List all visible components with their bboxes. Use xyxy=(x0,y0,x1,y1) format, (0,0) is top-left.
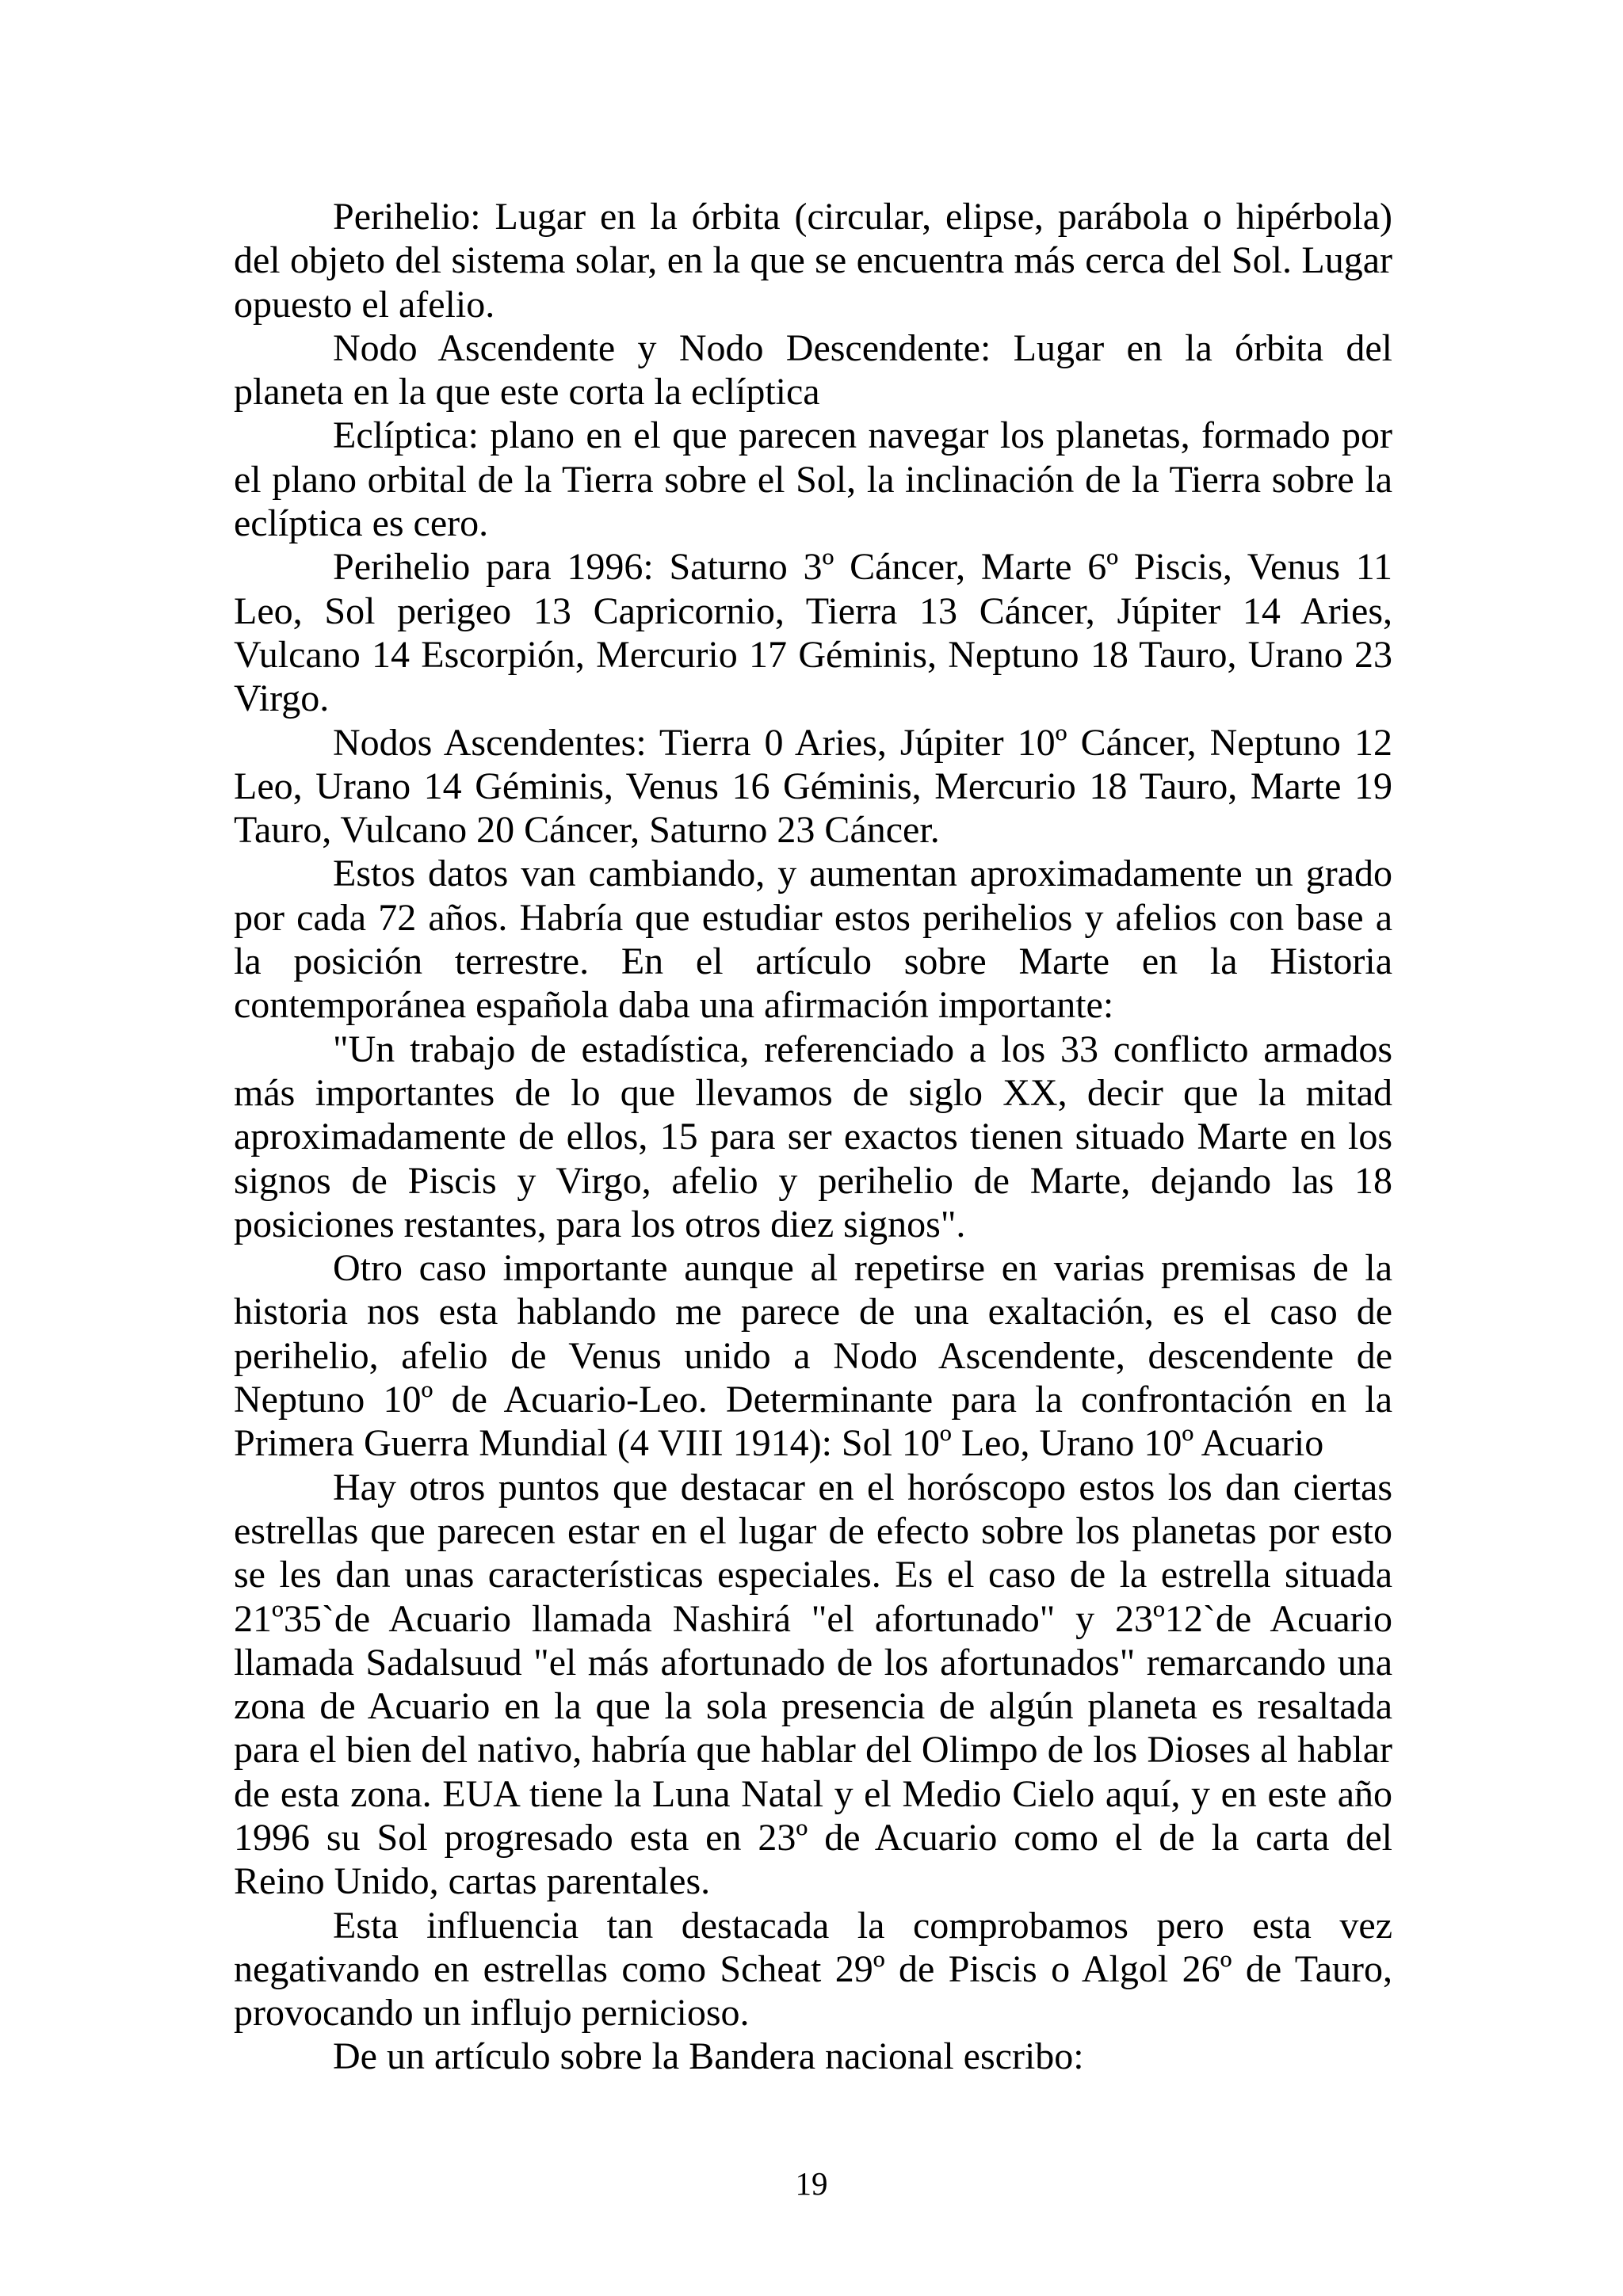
paragraph: Nodos Ascendentes: Tierra 0 Aries, Júpiter 10º Cáncer, Neptuno 12 Leo, Urano 14 Géminis, Venus 16 Géminis, Mercurio 18 Tauro, Marte 19 Tauro, Vulcano 20 Cáncer, Saturno 23 Cáncer. xyxy=(234,721,1392,852)
paragraph: Perihelio: Lugar en la órbita (circular, elipse, parábola o hipérbola) del objeto del sistema solar, en la que se encuentra más cerca del Sol. Lugar opuesto el afelio. xyxy=(234,196,1392,326)
paragraph: Nodo Ascendente y Nodo Descendente: Lugar en la órbita del planeta en la que este corta la eclíptica xyxy=(234,326,1392,414)
paragraph: Estos datos van cambiando, y aumentan aproximadamente un grado por cada 72 años. Habría que estudiar estos perihelios y afelios con base a la posición terrestre. En el artículo sobre Marte en la Historia contemporánea española daba una afirmación importante: xyxy=(234,852,1392,1027)
paragraph: Otro caso importante aunque al repetirse en varias premisas de la historia nos esta hablando me parece de una exaltación, es el caso de perihelio, afelio de Venus unido a Nodo Ascendente, descendente de Neptuno 10º de Acuario-Leo. Determinante para la confrontación en la Primera Guerra Mundial (4 VIII 1914): Sol 10º Leo, Urano 10º Acuario xyxy=(234,1247,1392,1465)
page-number: 19 xyxy=(795,2165,828,2202)
text-block xyxy=(234,195,1392,2079)
paragraph: Esta influencia tan destacada la comprobamos pero esta vez negativando en estrellas como Scheat 29º de Piscis o Algol 26º de Tauro, provocando un influjo pernicioso. xyxy=(234,1904,1392,2035)
paragraph: "Un trabajo de estadística, referenciado a los 33 conflicto armados más importantes de lo que llevamos de siglo XX, decir que la mitad aproximadamente de ellos, 15 para ser exactos tienen situado Marte en los signos de Piscis y Virgo, afelio y perihelio de Marte, dejando las 18 posiciones restantes, para los otros diez signos". xyxy=(234,1028,1392,1245)
paragraph: Perihelio para 1996: Saturno 3º Cáncer, Marte 6º Piscis, Venus 11 Leo, Sol perigeo 13 Capricornio, Tierra 13 Cáncer, Júpiter 14 Aries, Vulcano 14 Escorpión, Mercurio 17 Géminis, Neptuno 18 Tauro, Urano 23 Virgo. xyxy=(234,546,1392,720)
paragraph: Eclíptica: plano en el que parecen navegar los planetas, formado por el plano orbital de la Tierra sobre el Sol, la inclinación de la Tierra sobre la eclíptica es cero. xyxy=(234,414,1392,545)
paragraph: Hay otros puntos que destacar en el horóscopo estos los dan ciertas estrellas que parecen estar en el lugar de efecto sobre los planetas por esto se les dan unas características especiales. Es el caso de la estrella situada 21º35`de Acuario llamada Nashirá "el afortunado" y 23º12`de Acuario llamada Sadalsuud "el más afortunado de los afortunados" remarcando una zona de Acuario en la que la sola presencia de algún planeta es resaltada para el bien del nativo, habría que hablar del Olimpo de los Dioses al hablar de esta zona. EUA tiene la Luna Natal y el Medio Cielo aquí, y en este año 1996 su Sol progresado esta en 23º de Acuario como el de la carta del Reino Unido, cartas parentales. xyxy=(234,1466,1392,1903)
paragraph: De un artículo sobre la Bandera nacional escribo: xyxy=(333,2035,1084,2078)
